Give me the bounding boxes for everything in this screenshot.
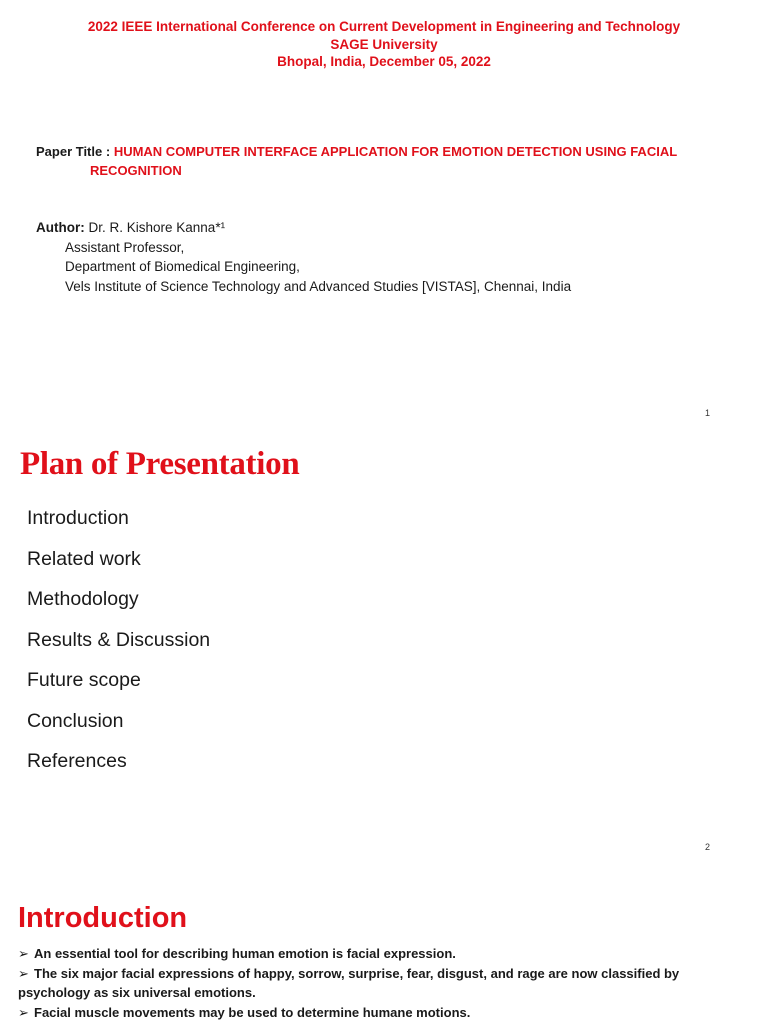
bullet-text: Facial muscle movements may be used to determine humane motions. <box>34 1004 471 1020</box>
arrow-bullet-icon: ➢ <box>18 1004 29 1020</box>
conference-date: Bhopal, India, December 05, 2022 <box>277 54 491 69</box>
bullet-list <box>18 944 733 1022</box>
list-item: Future scope <box>27 669 141 691</box>
list-item: Results & Discussion <box>27 628 211 651</box>
list-item <box>18 964 733 1003</box>
arrow-bullet-icon: ➢ <box>18 946 29 961</box>
list-item: Methodology <box>27 588 139 610</box>
paper-title <box>36 142 726 180</box>
slide-title: Plan of Presentation <box>20 446 300 482</box>
plan-slide <box>0 432 768 864</box>
page-number: 2 <box>704 842 710 852</box>
list-item: Introduction <box>27 507 129 529</box>
list-item <box>18 944 733 964</box>
conference-venue: SAGE University <box>330 36 438 52</box>
author-department: Department of Biomedical Engineering, <box>65 259 300 274</box>
author-block <box>36 218 571 296</box>
list-item: Conclusion <box>27 709 124 732</box>
conference-header <box>0 18 768 71</box>
paper-title-label: Paper Title : <box>36 144 111 159</box>
slide-title: Introduction <box>18 902 188 934</box>
list-item: References <box>27 750 127 772</box>
author-label: Author: <box>36 220 85 235</box>
bullet-text: The six major facial expressions of happy, sorrow, surprise, fear, disgust, and rage are now classified by psychology as six universal emotions. <box>18 965 680 1000</box>
introduction-slide <box>0 864 768 1024</box>
paper-title-text: HUMAN COMPUTER INTERFACE APPLICATION FOR EMOTION DETECTION USING FACIAL <box>113 144 678 159</box>
author-position: Assistant Professor, <box>65 239 185 255</box>
bullet-text: An essential tool for describing human emotion is facial expression. <box>34 946 456 961</box>
page-number: 1 <box>704 408 710 418</box>
author-name: Dr. R. Kishore Kanna*¹ <box>88 220 226 235</box>
author-institution: Vels Institute of Science Technology and Advanced Studies [VISTAS], Chennai, India <box>65 278 572 294</box>
list-item <box>18 1003 733 1023</box>
arrow-bullet-icon: ➢ <box>18 965 29 981</box>
paper-title-text-line2: RECOGNITION <box>90 163 182 178</box>
plan-list <box>27 498 210 782</box>
list-item: Related work <box>27 547 141 570</box>
title-slide <box>0 0 768 432</box>
conference-name: 2022 IEEE International Conference on Current Development in Engineering and Technology <box>87 19 681 34</box>
